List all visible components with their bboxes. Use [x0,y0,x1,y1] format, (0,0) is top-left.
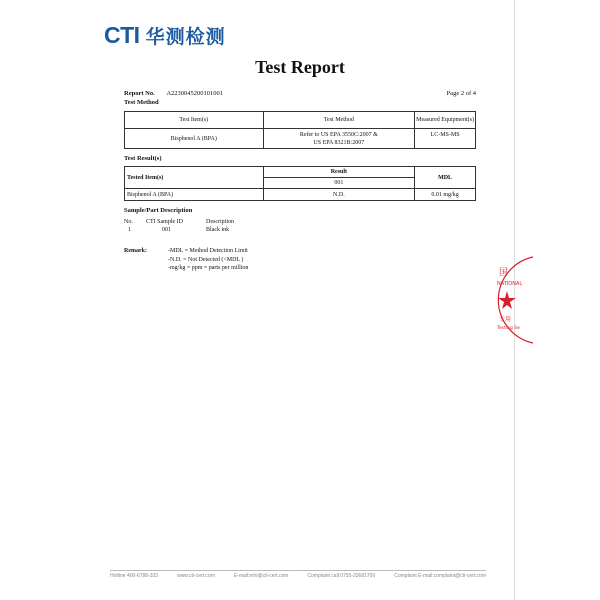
remark-lines [168,248,328,274]
test-method-table [124,111,476,149]
header-result: Result [263,167,415,178]
list-item [124,227,234,235]
sample-description-heading: Sample/Part Description [124,207,193,214]
table-row [125,189,476,201]
header-test-item: Test Item(s) [125,112,264,129]
svg-text:NATIONAL: NATIONAL [497,281,523,287]
sample-desc: Black ink [206,227,230,233]
svg-text:国: 国 [499,268,509,278]
svg-text:Testing Se: Testing Se [497,326,520,331]
footer-divider [110,570,486,571]
test-results-table [124,166,476,201]
method-line-2: US EPA 8321B:2007 [313,139,365,146]
sample-header-row [124,219,234,227]
test-results-heading: Test Result(s) [124,155,162,162]
test-method-heading: Test Method [124,99,159,106]
remark-line: -mg/kg = ppm = parts per million [168,265,249,271]
sample-list [124,219,234,235]
report-number-label: Report No. [124,90,155,97]
header-tested-item: Tested Item(s) [125,167,264,189]
cti-logo [104,20,226,50]
official-seal-partial [493,255,523,345]
sample-header-desc: Description [206,219,234,225]
remark-line: -N.D. = Not Detected (<MDL ) [168,256,244,263]
page-title: Test Report [255,57,345,77]
table-row [125,129,476,149]
sample-header-no: No. [124,219,133,225]
footer-email: E-mail:info@cti-cert.com [233,573,289,579]
table-header-row [125,112,476,129]
remark-line: -MDL = Method Detection Limit [168,248,248,254]
cell-test-item: Bisphenol A (BPA) [125,129,264,149]
logo-chinese-name: 华测检测 [145,25,226,48]
header-sample-001: 001 [263,178,415,189]
report-number: A2230045200101001 [166,90,224,97]
method-line-1: Refer to US EPA 3550C:2007 & [299,131,378,138]
footer-website: www.cti-cert.com [177,573,215,579]
page-number: Page 2 of 4 [446,90,476,97]
cell-equipment: LC-MS-MS [415,129,476,149]
cell-test-method [263,129,415,149]
footer-complaint-call: Complaint call:0755-33681700 [307,573,376,579]
cell-result: N.D. [263,189,415,201]
footer-complaint-email: Complaint E-mail:complaint@cti-cert.com [394,573,486,579]
cell-mdl: 0.01 mg/kg [415,189,476,201]
sample-id: 001 [162,227,171,233]
header-equipment: Measured Equipment(s) [415,112,476,129]
remark-label: Remark: [124,248,147,254]
header-mdl: MDL [415,167,476,189]
seal-icon [493,255,533,345]
logo-brand: CTI [104,21,140,48]
sample-header-id: CTI Sample ID [146,219,183,225]
report-meta [124,90,476,97]
header-test-method: Test Method [263,112,415,129]
svg-text:专用: 专用 [499,316,512,323]
footer [110,573,486,579]
sample-no: 1 [128,227,131,233]
footer-hotline: Hotline 400-6788-333 [110,573,159,579]
cell-tested-item: Bisphenol A (BPA) [125,189,264,201]
